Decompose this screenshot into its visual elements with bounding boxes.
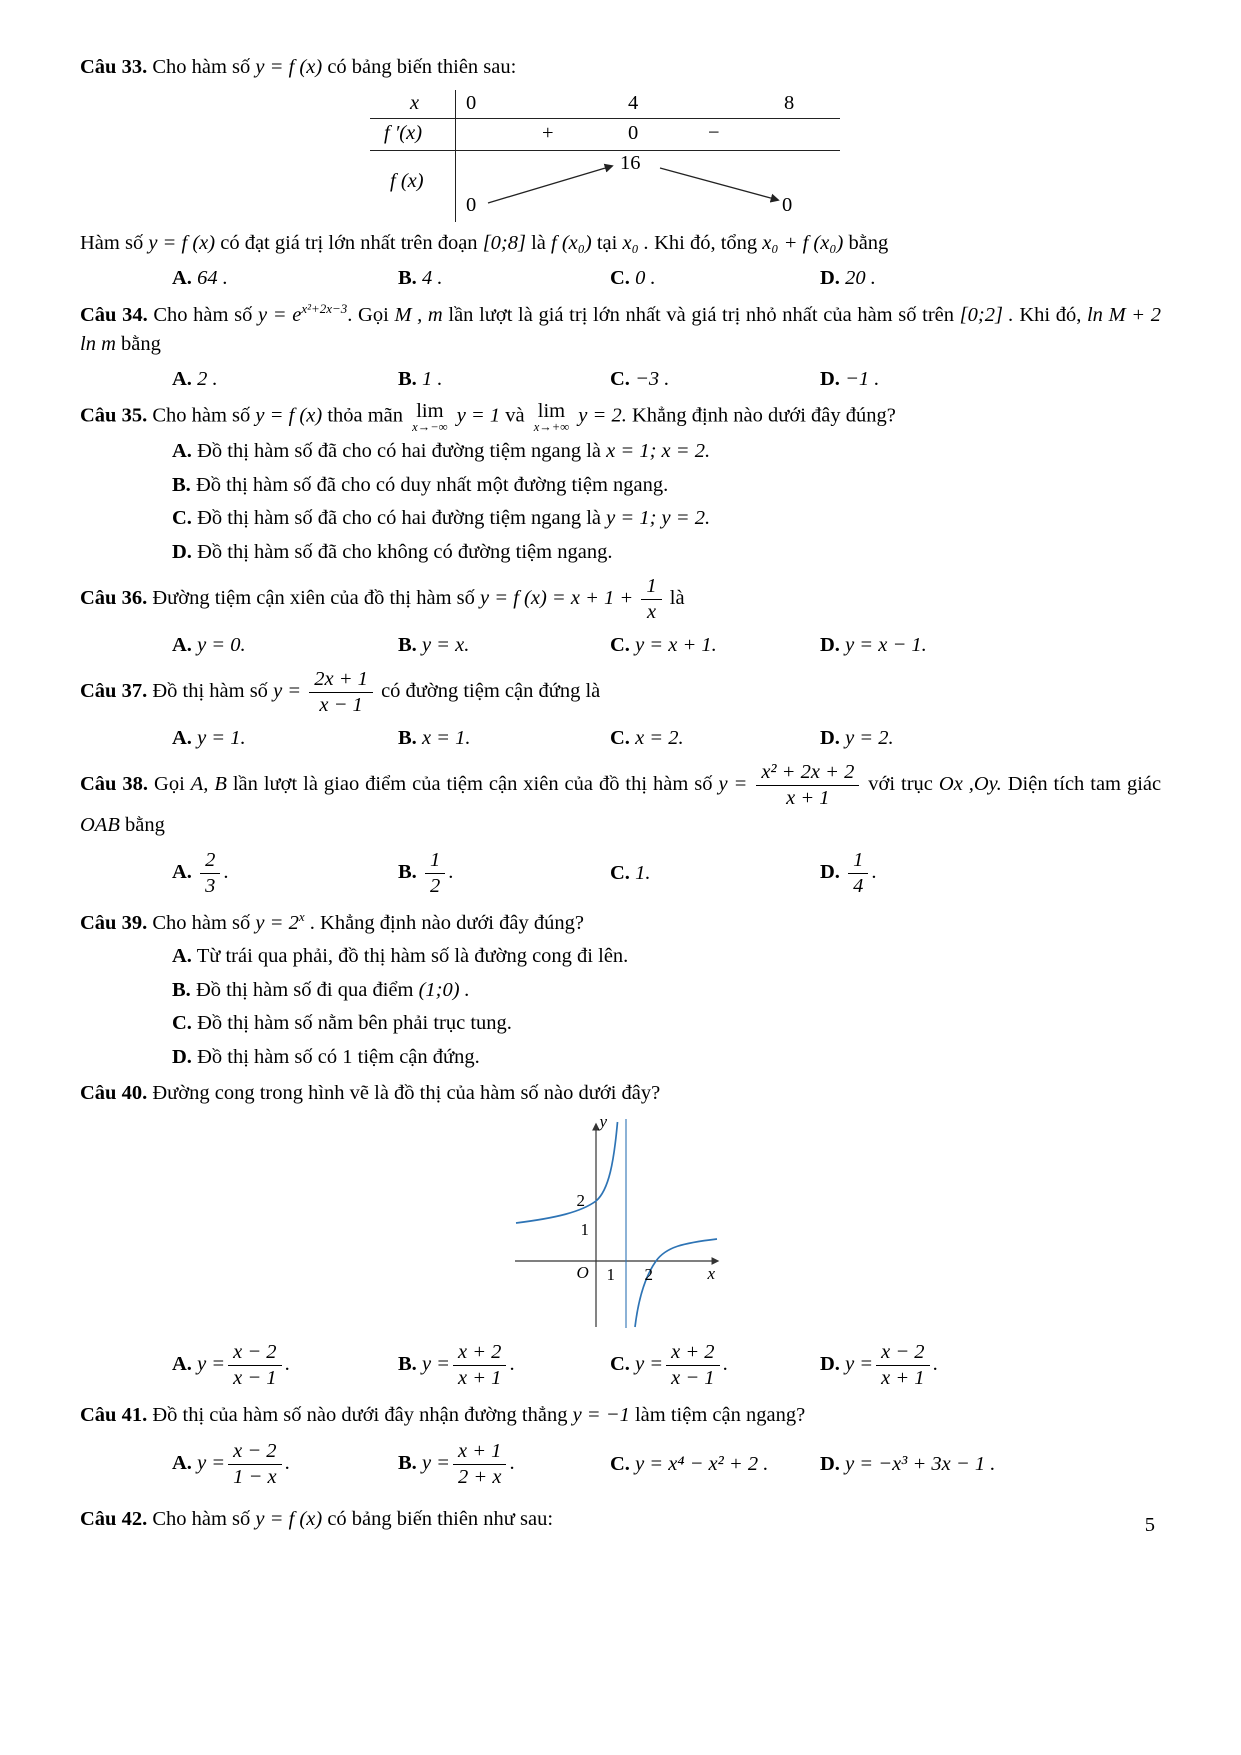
question-label: Câu 37. bbox=[80, 680, 148, 703]
answer-option-b bbox=[398, 634, 610, 657]
answer-option-a bbox=[172, 368, 398, 391]
math-run: . bbox=[284, 1452, 290, 1475]
math-run: y = bbox=[197, 1352, 226, 1375]
fraction bbox=[200, 849, 220, 898]
fprime-sign: 0 bbox=[628, 122, 639, 145]
answer-letter: A. bbox=[172, 440, 192, 463]
fraction bbox=[309, 668, 373, 717]
frac-num: x + 2 bbox=[453, 1341, 506, 1366]
math-run: . bbox=[448, 860, 454, 883]
answer-letter: B. bbox=[398, 1352, 417, 1375]
page-number: 5 bbox=[1144, 1514, 1155, 1536]
answer-option-a bbox=[172, 267, 398, 290]
question-label: Câu 36. bbox=[80, 587, 148, 610]
math-run: y = bbox=[718, 773, 748, 796]
math-run: [0;8] bbox=[482, 232, 526, 255]
f-left-value: 0 bbox=[466, 194, 477, 217]
question-label: Câu 33. bbox=[80, 56, 148, 78]
frac-den: x bbox=[646, 601, 657, 624]
math-run: . bbox=[509, 1352, 515, 1375]
fraction bbox=[425, 849, 445, 898]
math-run: y = f (x) = x + 1 + bbox=[480, 587, 634, 610]
text-run: Khẳng định nào dưới đây đúng? bbox=[320, 911, 584, 934]
answer-letter: C. bbox=[610, 266, 630, 289]
option-d bbox=[80, 1043, 1161, 1073]
math-run: M , m bbox=[394, 304, 443, 327]
var-x-label: x bbox=[410, 92, 420, 115]
hyperbola-graph bbox=[511, 1116, 731, 1331]
text-run: với trục bbox=[868, 773, 933, 796]
answer-letter: D. bbox=[172, 1045, 192, 1068]
math-run: x₀ + f (x₀) bbox=[762, 232, 844, 255]
x-tick-2: 2 bbox=[644, 1265, 653, 1285]
math-run: f (x₀) bbox=[551, 232, 592, 255]
math-run: y = 1 bbox=[456, 404, 501, 427]
x-tick-1: 1 bbox=[606, 1265, 615, 1285]
math-run: x = 1; x = 2. bbox=[606, 440, 711, 463]
text-run: Từ trái qua phải, đồ thị hàm số là đường cong đi lên. bbox=[196, 945, 629, 968]
frac-den: 1 − x bbox=[233, 1465, 277, 1488]
answer-letter: C. bbox=[172, 507, 192, 530]
fprime-label: f ′(x) bbox=[384, 122, 423, 145]
answer-option-a bbox=[172, 1439, 398, 1490]
frac-num: x − 2 bbox=[228, 1440, 281, 1465]
text-run: Đồ thị hàm số nằm bên phải trục tung. bbox=[197, 1012, 512, 1035]
fraction bbox=[756, 761, 859, 810]
math-run: y = bbox=[845, 1352, 874, 1375]
answers-row bbox=[80, 845, 1161, 901]
answer-option-c bbox=[610, 1340, 820, 1391]
answer-value: x = 2. bbox=[635, 726, 684, 749]
frac-num: x − 2 bbox=[228, 1341, 281, 1366]
math-run: . bbox=[509, 1452, 515, 1475]
answer-letter: A. bbox=[172, 860, 192, 883]
answer-option-d bbox=[820, 727, 1161, 750]
answer-letter: C. bbox=[610, 1452, 630, 1475]
frac-num: x − 2 bbox=[876, 1341, 929, 1366]
answer-value: 20 . bbox=[845, 266, 876, 289]
math-run: [0;2] . bbox=[959, 304, 1014, 327]
answer-value: y = x + 1. bbox=[635, 633, 717, 656]
frac-num: 2 bbox=[200, 849, 220, 874]
text-run: . Gọi bbox=[347, 304, 389, 327]
answer-option-c bbox=[610, 727, 820, 750]
text-run: lần lượt là giao điểm của tiệm cận xiên của đồ thị hàm số bbox=[232, 773, 713, 796]
math-run bbox=[258, 301, 348, 327]
answer-letter: B. bbox=[172, 473, 191, 496]
answer-letter: C. bbox=[172, 1012, 192, 1035]
text-run: bằng bbox=[121, 333, 161, 356]
answer-letter: B. bbox=[398, 1452, 417, 1475]
answer-letter: C. bbox=[610, 1352, 630, 1375]
answer-option-a bbox=[172, 634, 398, 657]
math-run: x₀ . bbox=[622, 232, 649, 255]
answer-option-d bbox=[820, 1340, 1161, 1391]
text-run: Đồ thị hàm số đã cho không có đường tiệm ngang. bbox=[197, 540, 613, 563]
answer-value: y = x − 1. bbox=[845, 633, 927, 656]
text-run: có đường tiệm cận đứng là bbox=[381, 680, 601, 703]
curve-left-branch bbox=[516, 1122, 618, 1223]
answer-option-b bbox=[398, 1439, 610, 1490]
origin-label: O bbox=[576, 1263, 589, 1283]
answer-value: 1 . bbox=[421, 367, 443, 390]
text-run: tại bbox=[596, 232, 618, 255]
frac-num: 1 bbox=[848, 849, 868, 874]
answers-row bbox=[80, 364, 1161, 394]
text-run: có đạt giá trị lớn nhất trên đoạn bbox=[220, 232, 478, 255]
f-max-value: 16 bbox=[620, 152, 641, 175]
frac-den: x + 1 bbox=[786, 787, 830, 810]
answer-letter: B. bbox=[398, 860, 417, 883]
answer-option-d bbox=[820, 267, 1161, 290]
answer-value: y = 1. bbox=[197, 726, 246, 749]
frac-num: 2x + 1 bbox=[309, 668, 373, 693]
question-41 bbox=[80, 1401, 1161, 1493]
answer-option-d bbox=[820, 1453, 1161, 1476]
question-label: Câu 42. bbox=[80, 1508, 148, 1531]
text-run: Đồ thị hàm số bbox=[152, 680, 268, 703]
math-run: y = f (x) bbox=[255, 404, 323, 427]
y-tick-2: 2 bbox=[576, 1191, 585, 1211]
text-run: Đồ thị hàm số đi qua điểm bbox=[195, 978, 414, 1001]
text-run: Đồ thị hàm số đã cho có hai đường tiệm ngang là bbox=[197, 507, 602, 530]
option-b bbox=[80, 471, 1161, 501]
answer-value: 1. bbox=[635, 861, 651, 884]
frac-num: 1 bbox=[425, 849, 445, 874]
text-run: Đồ thị hàm số có 1 tiệm cận đứng. bbox=[197, 1045, 480, 1068]
math-run: A, B bbox=[190, 773, 227, 796]
increase-arrow-icon bbox=[488, 166, 612, 203]
question-40 bbox=[80, 1079, 1161, 1394]
answers-row bbox=[80, 263, 1161, 293]
fraction bbox=[228, 1341, 281, 1390]
math-run: . bbox=[284, 1352, 290, 1375]
text-run: bằng bbox=[124, 814, 165, 837]
answer-option-a bbox=[172, 1340, 398, 1391]
frac-num: 1 bbox=[641, 575, 661, 600]
answer-value: y = x⁴ − x² + 2 . bbox=[635, 1452, 769, 1475]
math-run: y = 2. bbox=[578, 404, 627, 427]
fraction bbox=[876, 1341, 929, 1390]
fprime-sign: − bbox=[708, 122, 720, 145]
answer-option-b bbox=[398, 1340, 610, 1391]
f-right-value: 0 bbox=[782, 194, 793, 217]
answer-letter: A. bbox=[172, 726, 192, 749]
fprime-sign: + bbox=[542, 122, 554, 145]
answer-letter: A. bbox=[172, 1452, 192, 1475]
math-run: y = bbox=[273, 680, 302, 703]
question-42 bbox=[80, 1505, 1161, 1534]
decrease-arrow-icon bbox=[660, 168, 778, 200]
answer-letter: C. bbox=[610, 633, 630, 656]
frac-den: 3 bbox=[205, 874, 216, 897]
text-run: Khi đó, tổng bbox=[654, 232, 758, 255]
option-c bbox=[80, 504, 1161, 534]
text-run: là bbox=[531, 232, 546, 255]
option-a bbox=[80, 942, 1161, 972]
answer-option-c bbox=[610, 634, 820, 657]
answer-letter: A. bbox=[172, 266, 192, 289]
text-run: Đường tiệm cận xiên của đồ thị hàm số bbox=[152, 587, 475, 610]
answer-option-b bbox=[398, 727, 610, 750]
math-run: y = bbox=[421, 1352, 450, 1375]
math-run: OAB bbox=[80, 814, 120, 837]
answers-row bbox=[80, 1435, 1161, 1493]
x-value: 0 bbox=[466, 92, 477, 115]
option-d bbox=[80, 538, 1161, 568]
answer-option-c bbox=[610, 862, 820, 885]
math-run: y = 1; y = 2. bbox=[606, 507, 711, 530]
frac-den: 2 bbox=[429, 874, 441, 897]
answers-row bbox=[80, 723, 1161, 753]
text-run: Đường cong trong hình vẽ là đồ thị của hàm số nào dưới đây? bbox=[152, 1082, 661, 1105]
answer-letter: D. bbox=[820, 633, 840, 656]
answer-option-c bbox=[610, 267, 820, 290]
text-run: Cho hàm số bbox=[152, 404, 251, 427]
answer-value: 64 . bbox=[197, 266, 228, 289]
math-run: . bbox=[309, 911, 315, 934]
frac-num: x + 2 bbox=[666, 1341, 719, 1366]
answer-letter: B. bbox=[398, 367, 417, 390]
frac-den: 2 + x bbox=[458, 1465, 502, 1488]
answer-letter: A. bbox=[172, 633, 192, 656]
fraction bbox=[641, 575, 661, 624]
text-run: Đồ thị hàm số đã cho có duy nhất một đường tiệm ngang. bbox=[195, 473, 669, 496]
variation-table bbox=[370, 90, 840, 222]
fraction bbox=[228, 1440, 281, 1489]
answer-letter: C. bbox=[610, 726, 630, 749]
fraction bbox=[666, 1341, 719, 1390]
lim-operator: lim bbox=[416, 400, 444, 423]
math-run: y = f (x) bbox=[148, 232, 216, 255]
f-label: f (x) bbox=[390, 170, 424, 193]
question-label: Câu 41. bbox=[80, 1404, 148, 1427]
frac-den: x − 1 bbox=[319, 694, 363, 717]
text-run: là bbox=[669, 587, 685, 610]
answer-option-b bbox=[398, 267, 610, 290]
option-a bbox=[80, 437, 1161, 467]
question-36 bbox=[80, 574, 1161, 660]
text-run: Hàm số bbox=[80, 232, 144, 255]
answer-value: y = 0. bbox=[197, 633, 246, 656]
math-run: Ox ,Oy. bbox=[938, 773, 1002, 796]
frac-den: 4 bbox=[853, 874, 864, 897]
question-38 bbox=[80, 760, 1161, 901]
text-run: Gọi bbox=[154, 773, 185, 796]
text-run: Diện tích tam giác bbox=[1007, 773, 1162, 796]
answer-value: y = 2. bbox=[845, 726, 894, 749]
answer-value: 0 . bbox=[635, 266, 656, 289]
answers-row bbox=[80, 1336, 1161, 1394]
answer-letter: D. bbox=[172, 540, 192, 563]
answer-letter: B. bbox=[398, 726, 417, 749]
limit-block bbox=[534, 401, 569, 433]
option-c bbox=[80, 1009, 1161, 1039]
hyperbola-figure bbox=[511, 1112, 731, 1331]
frac-den: x + 1 bbox=[881, 1366, 925, 1389]
math-run: y = f (x) bbox=[255, 1508, 323, 1531]
question-34 bbox=[80, 300, 1161, 394]
answer-value: x = 1. bbox=[421, 726, 471, 749]
answer-letter: C. bbox=[610, 367, 630, 390]
math-run: y = bbox=[635, 1352, 664, 1375]
x-axis-label: x bbox=[707, 1264, 716, 1284]
answer-option-b bbox=[398, 848, 610, 899]
y-axis-label: y bbox=[599, 1112, 608, 1132]
answer-letter: A. bbox=[172, 367, 192, 390]
text-run: Cho hàm số bbox=[152, 56, 251, 78]
answer-value: −3 . bbox=[635, 367, 670, 390]
math-run: . bbox=[223, 860, 229, 883]
text-run: Khi đó, bbox=[1019, 304, 1082, 327]
math-base: y = e bbox=[258, 304, 302, 327]
text-run: Đồ thị của hàm số nào dưới đây nhận đường thẳng bbox=[152, 1404, 568, 1427]
text-run: có bảng biến thiên sau: bbox=[327, 56, 517, 78]
math-run: y = bbox=[197, 1452, 226, 1475]
math-run: y = f (x) bbox=[255, 56, 323, 78]
answer-value: y = −x³ + 3x − 1 . bbox=[845, 1452, 996, 1475]
text-run: và bbox=[505, 404, 525, 427]
variation-arrows bbox=[370, 90, 840, 222]
question-label: Câu 34. bbox=[80, 304, 148, 327]
text-run: làm tiệm cận ngang? bbox=[634, 1404, 806, 1427]
answer-letter: B. bbox=[172, 978, 191, 1001]
x-value: 4 bbox=[628, 92, 639, 115]
frac-num: x + 1 bbox=[453, 1440, 506, 1465]
answer-value: y = x. bbox=[421, 633, 470, 656]
question-label: Câu 38. bbox=[80, 773, 149, 796]
math-run: . bbox=[932, 1352, 938, 1375]
text-run: Cho hàm số bbox=[153, 304, 253, 327]
text-run: bằng bbox=[848, 232, 889, 255]
answer-letter: B. bbox=[398, 633, 417, 656]
answer-letter: B. bbox=[398, 266, 417, 289]
lim-operator: lim bbox=[537, 400, 566, 423]
answer-option-d bbox=[820, 634, 1161, 657]
text-run: lần lượt là giá trị lớn nhất và giá trị nhỏ nhất của hàm số trên bbox=[448, 304, 954, 327]
lim-subscript: x→+∞ bbox=[533, 419, 570, 434]
answer-letter: C. bbox=[610, 861, 630, 884]
frac-num: x² + 2x + 2 bbox=[756, 761, 859, 786]
answers-row bbox=[80, 630, 1161, 660]
answer-letter: D. bbox=[820, 860, 840, 883]
math-exponent: x²+2x−3 bbox=[301, 301, 348, 317]
math-run: y = bbox=[421, 1452, 450, 1475]
math-exponent: x bbox=[298, 909, 305, 925]
option-b bbox=[80, 976, 1161, 1006]
fraction bbox=[848, 849, 868, 898]
fraction bbox=[453, 1440, 506, 1489]
text-run: Khẳng định nào dưới đây đúng? bbox=[631, 404, 896, 427]
answer-option-a bbox=[172, 727, 398, 750]
question-35 bbox=[80, 401, 1161, 567]
question-37 bbox=[80, 667, 1161, 753]
math-run: . bbox=[722, 1352, 728, 1375]
x-value: 8 bbox=[784, 92, 795, 115]
text-run: Cho hàm số bbox=[152, 1508, 251, 1531]
math-run: ln M + 2 ln m bbox=[80, 304, 1162, 356]
question-label: Câu 39. bbox=[80, 911, 148, 934]
math-run: . bbox=[871, 860, 877, 883]
answer-letter: A. bbox=[172, 945, 192, 968]
answer-option-c bbox=[610, 368, 820, 391]
math-run: (1;0) . bbox=[418, 978, 470, 1001]
answer-option-a bbox=[172, 848, 398, 899]
fraction bbox=[453, 1341, 506, 1390]
question-33 bbox=[80, 53, 1161, 293]
answer-value: 4 . bbox=[421, 266, 443, 289]
text-run: Cho hàm số bbox=[152, 911, 251, 934]
answer-option-d bbox=[820, 848, 1161, 899]
question-label: Câu 40. bbox=[80, 1082, 148, 1105]
question-label: Câu 35. bbox=[80, 404, 148, 427]
math-run bbox=[255, 909, 305, 934]
text-run: Đồ thị hàm số đã cho có hai đường tiệm ngang là bbox=[197, 440, 602, 463]
answer-letter: D. bbox=[820, 1452, 840, 1475]
answer-value: −1 . bbox=[845, 367, 880, 390]
answer-option-b bbox=[398, 368, 610, 391]
frac-den: x + 1 bbox=[458, 1366, 502, 1389]
frac-den: x − 1 bbox=[671, 1366, 715, 1389]
answer-letter: D. bbox=[820, 1352, 840, 1375]
answer-option-c bbox=[610, 1453, 820, 1476]
answer-letter: D. bbox=[820, 266, 840, 289]
answer-letter: D. bbox=[820, 726, 840, 749]
y-tick-1: 1 bbox=[580, 1220, 589, 1240]
answer-letter: A. bbox=[172, 1352, 192, 1375]
answer-value: 2 . bbox=[197, 367, 218, 390]
math-base: y = 2 bbox=[255, 911, 299, 934]
answer-option-d bbox=[820, 368, 1161, 391]
limit-block bbox=[412, 401, 447, 433]
text-run: thỏa mãn bbox=[327, 404, 404, 427]
question-39 bbox=[80, 908, 1161, 1072]
lim-subscript: x→−∞ bbox=[412, 419, 448, 434]
answer-letter: D. bbox=[820, 367, 840, 390]
math-run: y = −1 bbox=[572, 1404, 630, 1427]
text-run: có bảng biến thiên như sau: bbox=[327, 1508, 554, 1531]
frac-den: x − 1 bbox=[233, 1366, 277, 1389]
